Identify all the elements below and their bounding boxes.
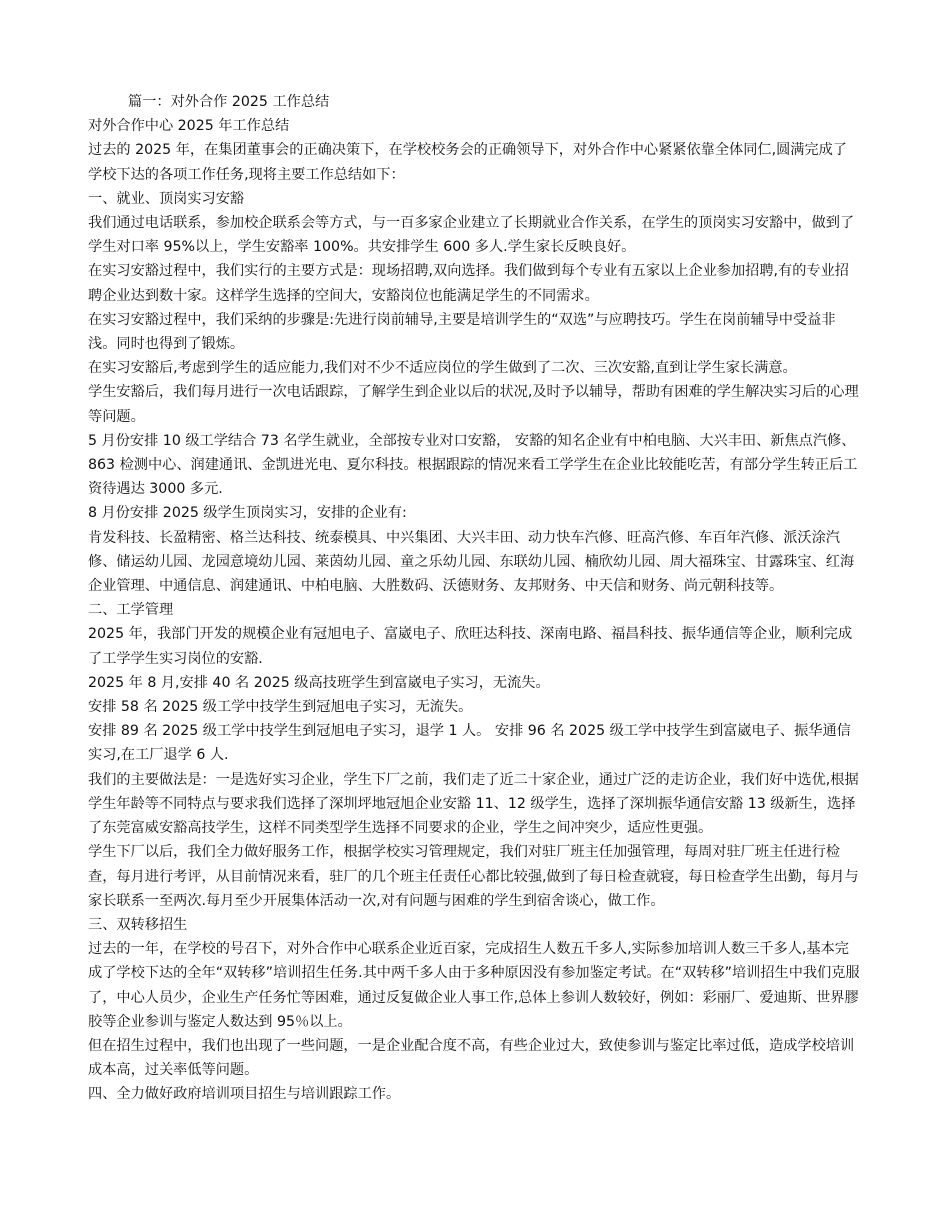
paragraph: 8 月份安排 2025 级学生顶岗实习，安排的企业有: [88, 505, 407, 522]
paragraph-intro: 过去的 2025 年，在集团董事会的正确决策下，在学校校务会的正确领导下，对外合作中心紧紧依靠全体同仁,圆满完成了学校下达的各项工作任务,现将主要工作总结如下： [88, 142, 848, 183]
paragraph: 我们通过电话联系，参加校企联系会等方式，与一百多家企业建立了长期就业合作关系，在学生的顶岗实习安豁中，做到了学生对口率 95%以上，学生安豁率 100%。共安排学生 600 多人.学生家长反映良好。 [88, 215, 855, 256]
document-title: 篇一：对外合作 2025 工作总结 [128, 94, 330, 110]
paragraph: 2025 年 8 月,安排 40 名 2025 级高技班学生到富崴电子实习，无流失。 [88, 674, 550, 691]
document-subtitle: 对外合作中心 2025 年工作总结 [88, 118, 290, 135]
paragraph: 我们的主要做法是：一是选好实习企业，学生下厂之前，我们走了近二十家企业，通过广泛的走访企业，我们好中选优,根据学生年龄等不同特点与要求我们选择了深圳坪地冠旭企业安豁 11、12 级学生，选择了深圳振华通信安豁 13 级新生，选择了东莞富威安豁高技学生，这样不同类型学生选择不同要求的企业，学生之间冲突少，适应性更强。 [88, 771, 859, 837]
paragraph: 在实习安豁后,考虑到学生的适应能力,我们对不少不适应岗位的学生做到了二次、三次安豁,直到让学生家长满意。 [88, 360, 797, 377]
paragraph: 在实习安豁过程中，我们采纳的步骤是:先进行岗前辅导,主要是培训学生的“双选”与应聘技巧。学生在岗前辅导中受益非浅。同时也得到了锻炼。 [88, 311, 836, 353]
paragraph: 在实习安豁过程中，我们实行的主要方式是：现场招聘,双向选择。我们做到每个专业有五家以上企业参加招聘,有的专业招聘企业达到数十家。这样学生选择的空间大，安豁岗位也能满足学生的不同需求。 [88, 263, 849, 304]
paragraph: 安排 58 名 2025 级工学中技学生到冠旭电子实习，无流失。 [88, 699, 473, 716]
paragraph-company-list: 肯发科技、长盈精密、格兰达科技、统泰模具、中兴集团、大兴丰田、动力快车汽修、旺高汽修、车百年汽修、派沃涂汽修、储运幼儿园、龙园意境幼儿园、莱茵幼儿园、童之乐幼儿园、东联幼儿园、楠欣幼儿园、周大福珠宝、甘露珠宝、红海企业管理、中通信息、润建通讯、中柏电脑、大胜数码、沃德财务、友邦财务、中天信和财务、尚元朝科技等。 [88, 529, 855, 595]
section-heading-1: 一、就业、顶岗实习安豁 [88, 190, 245, 207]
section-heading-3: 三、双转移招生 [88, 916, 188, 933]
paragraph: 学生安豁后，我们每月进行一次电话跟踪，了解学生到企业以后的状况,及时予以辅导，帮助有困难的学生解决实习后的心理等问题。 [88, 384, 859, 425]
paragraph: 安排 89 名 2025 级工学中技学生到冠旭电子实习，退学 1 人。 安排 96 名 2025 级工学中技学生到富崴电子、振华通信实习,在工厂退学 6 人. [88, 723, 851, 764]
document-page [88, 90, 860, 1107]
paragraph: 过去的一年，在学校的号召下，对外合作中心联系企业近百家，完成招生人数五千多人,实际参加培训人数三千多人,基本完成了学校下达的全年“双转移”培训招生任务.其中两千多人由于多种原因没有参加鉴定考试。在“双转移”培训招生中我们克服了，中心人员少，企业生产任务忙等困难，通过反复做企业人事工作,总体上参训人数较好，例如：彩丽厂、爱迪斯、世界膠胶等企业参训与鉴定人数达到 95％以上。 [88, 941, 860, 1030]
section-heading-2: 二、工学管理 [88, 602, 174, 619]
paragraph: 学生下厂以后，我们全力做好服务工作，根据学校实习管理规定，我们对驻厂班主任加强管理，每周对驻厂班主任进行检查，每月进行考评，从目前情况来看，驻厂的几个班主任责任心都比较强,做到了每日检查就寝，每日检查学生出勤，每月与家长联系一至两次.每月至少开展集体活动一次,对有问题与困难的学生到宿舍谈心，做工作。 [88, 844, 859, 909]
paragraph: 2025 年，我部门开发的规模企业有冠旭电子、富崴电子、欣旺达科技、深南电路、福昌科技、振华通信等企业，顺利完成了工学学生实习岗位的安豁. [88, 626, 853, 667]
paragraph: 但在招生过程中，我们也出现了一些问题，一是企业配合度不高，有些企业过大，致使参训与鉴定比率过低，造成学校培训成本高，过关率低等问题。 [88, 1037, 855, 1079]
section-heading-4: 四、全力做好政府培训项目招生与培训跟踪工作。 [88, 1086, 401, 1103]
paragraph: 5 月份安排 10 级工学结合 73 名学生就业，全部按专业对口安豁， 安豁的知名企业有中柏电脑、大兴丰田、新焦点汽修、863 检测中心、润建通讯、金凯进光电、夏尔科技。根据跟踪的情况来看工学学生在企业比较能吃苦，有部分学生转正后工资待遇达 3000 多元. [88, 432, 858, 498]
